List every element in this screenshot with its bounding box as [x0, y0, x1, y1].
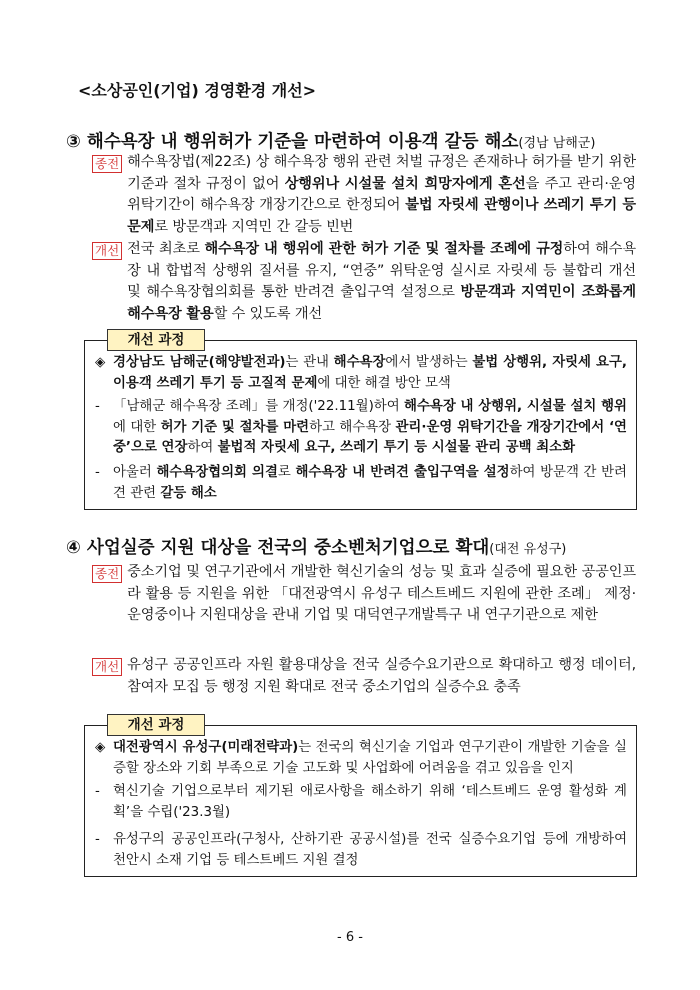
- item3-location: (경남 남해군): [518, 136, 596, 151]
- emphasis-text: 허가 기준 및 절차를 마련: [160, 419, 310, 435]
- item4-before-text: [127, 562, 636, 627]
- emphasis-text: 해수욕장 내 행위에 관한 허가 기준 및 절차를 조례에 규정: [204, 241, 564, 257]
- emphasis-text: 방문객과 지역민이 조화롭게 해수욕장 활용: [127, 284, 636, 322]
- emphasis-text: 해수욕장: [333, 355, 386, 370]
- text-run: 는 전국의 혁신기술 기업과 연구기관이 개발한 기술을 실증할 장소와 기회 부족으로 기술 고도화 및 사업화에 어려움을 겪고 있음을 인지: [113, 740, 627, 776]
- after-tag: 개선: [92, 242, 122, 260]
- emphasis-text: 경상남도 남해군(해양발전과): [113, 355, 286, 370]
- item4-location: (대전 유성구): [489, 542, 567, 557]
- item3-after-text: [127, 239, 636, 325]
- item4-after: [92, 655, 636, 698]
- emphasis-text: 해수욕장 내 상행위, 시설물 설치 행위: [404, 399, 627, 414]
- text-run: 로 방문객과 지역민 간 갈등 빈번: [154, 218, 354, 235]
- text-run: 할 수 있도록 개선: [213, 305, 323, 322]
- emphasis-text: 해수욕장협의회 의결: [156, 465, 278, 480]
- item4-process-box: [84, 717, 637, 877]
- text-run: 하여 방문객 간 반려견 관련: [113, 465, 627, 501]
- text-run: 「남해군 해수욕장 조례」를 개정('22.11월)하여: [113, 399, 405, 414]
- item3-process-box: [84, 332, 637, 510]
- emphasis-text: 불법 상행위, 자릿세 요구, 이용객 쓰레기 투기 등 고질적 문제: [113, 355, 628, 391]
- item4-heading: [66, 534, 566, 559]
- emphasis-text: 불법 자릿세 관행이나 쓰레기 투기 등 문제: [127, 197, 636, 235]
- text-run: 혁신기술 기업으로부터 제기된 애로사항을 해소하기 위해 ‘테스트베드 운영 활성화 계획’을 수립('23.3월): [113, 784, 627, 820]
- emphasis-text: 대전광역시 유성구(미래전략과): [113, 740, 299, 755]
- text-run: 는 관내: [285, 355, 334, 370]
- before-tag: 종전: [92, 155, 122, 173]
- process-row: [95, 782, 627, 823]
- process-text: [113, 782, 627, 823]
- dash-bullet: -: [95, 399, 100, 414]
- dash-bullet: -: [95, 784, 100, 799]
- process-text: [113, 738, 627, 779]
- item4-title: ④ 사업실증 지원 대상을 전국의 중소벤처기업으로 확대: [66, 538, 490, 558]
- item4-after-text: [127, 655, 636, 698]
- text-run: 에 대한 해결 방안 모색: [317, 375, 451, 391]
- emphasis-text: 상행위나 시설물 설치 희망자에게 혼선: [284, 175, 526, 192]
- item3-after: [92, 239, 636, 325]
- text-run: 에 대한: [113, 419, 161, 435]
- text-run: 하여 해수욕장 내 합법적 상행위 질서를 유지, “연중” 위탁운영 실시로 자릿세 등 불합리 개선 및 해수욕장협의회를 통한 반려견 출입구역 설정으로: [127, 241, 636, 300]
- dash-bullet: -: [95, 465, 100, 480]
- emphasis-text: 해수욕장 내 반려견 출입구역을 설정: [295, 465, 510, 480]
- process-text: [113, 463, 627, 504]
- text-run: 을 주고 관리·운영 위탁기간이 해수욕장 개장기간으로 한정되어: [127, 175, 636, 213]
- text-run: 해수욕장법(제22조) 상 해수욕장 행위 관련 처벌 규정은 존재하나 허가를 받기 위한 기준과 절차 규정이 없어: [127, 154, 636, 192]
- item3-before: [92, 152, 636, 238]
- process-row: [95, 463, 627, 504]
- before-tag: 종전: [92, 565, 122, 583]
- process-label: 개선 과정: [107, 329, 205, 351]
- item3-before-text: [127, 152, 636, 238]
- process-row: [95, 830, 627, 871]
- process-row: [95, 738, 627, 779]
- diamond-bullet-icon: ◈: [95, 355, 106, 370]
- process-text: [113, 830, 627, 871]
- text-run: 전국 최초로: [127, 241, 205, 257]
- text-run: 유성구의 공공인프라(구청사, 산하기관 공공시설)를 전국 실증수요기업 등에 개방하여 천안시 소재 기업 등 테스트베드 지원 결정: [113, 832, 627, 868]
- emphasis-text: 불법적 자릿세 요구, 쓰레기 투기 등 시설물 관리 공백 최소화: [217, 440, 576, 455]
- process-label: 개선 과정: [107, 714, 205, 736]
- item3-title: ③ 해수욕장 내 행위허가 기준을 마련하여 이용객 갈등 해소: [66, 132, 519, 152]
- text-run: 하고 해수욕장: [309, 419, 396, 435]
- text-run: 하여: [187, 440, 218, 455]
- item4-before: [92, 562, 636, 627]
- page-number: - 6 -: [337, 930, 363, 945]
- process-row: [95, 353, 627, 394]
- process-text: [113, 353, 627, 394]
- process-text: [113, 397, 627, 459]
- emphasis-text: 갈등 해소: [160, 485, 217, 501]
- text-run: 로: [277, 465, 296, 480]
- emphasis-text: 관리·운영 위탁기간을 개장기간에서 ‘연중’으로 연장: [113, 419, 627, 455]
- dash-bullet: -: [95, 832, 100, 847]
- section-title: <소상공인(기업) 경영환경 개선>: [78, 81, 317, 100]
- diamond-bullet-icon: ◈: [95, 740, 106, 755]
- process-row: [95, 397, 627, 459]
- text-run: 유성구 공공인프라 자원 활용대상을 전국 실증수요기관으로 확대하고 행정 데이터, 참여자 모집 등 행정 지원 확대로 전국 중소기업의 실증수요 충족: [127, 657, 636, 695]
- item3-heading: [66, 128, 595, 153]
- text-run: 아울러: [113, 465, 157, 480]
- after-tag: 개선: [92, 658, 122, 676]
- text-run: 중소기업 및 연구기관에서 개발한 혁신기술의 성능 및 효과 실증에 필요한 공공인프라 활용 등 지원을 위한 「대전광역시 유성구 테스트베드 지원에 관한 조례」 제정·운영중이나 지원대상을 관내 기업 및 대덕연구개발특구 내 연구기관으로 제한: [127, 564, 636, 623]
- text-run: 에서 발생하는: [385, 355, 473, 370]
